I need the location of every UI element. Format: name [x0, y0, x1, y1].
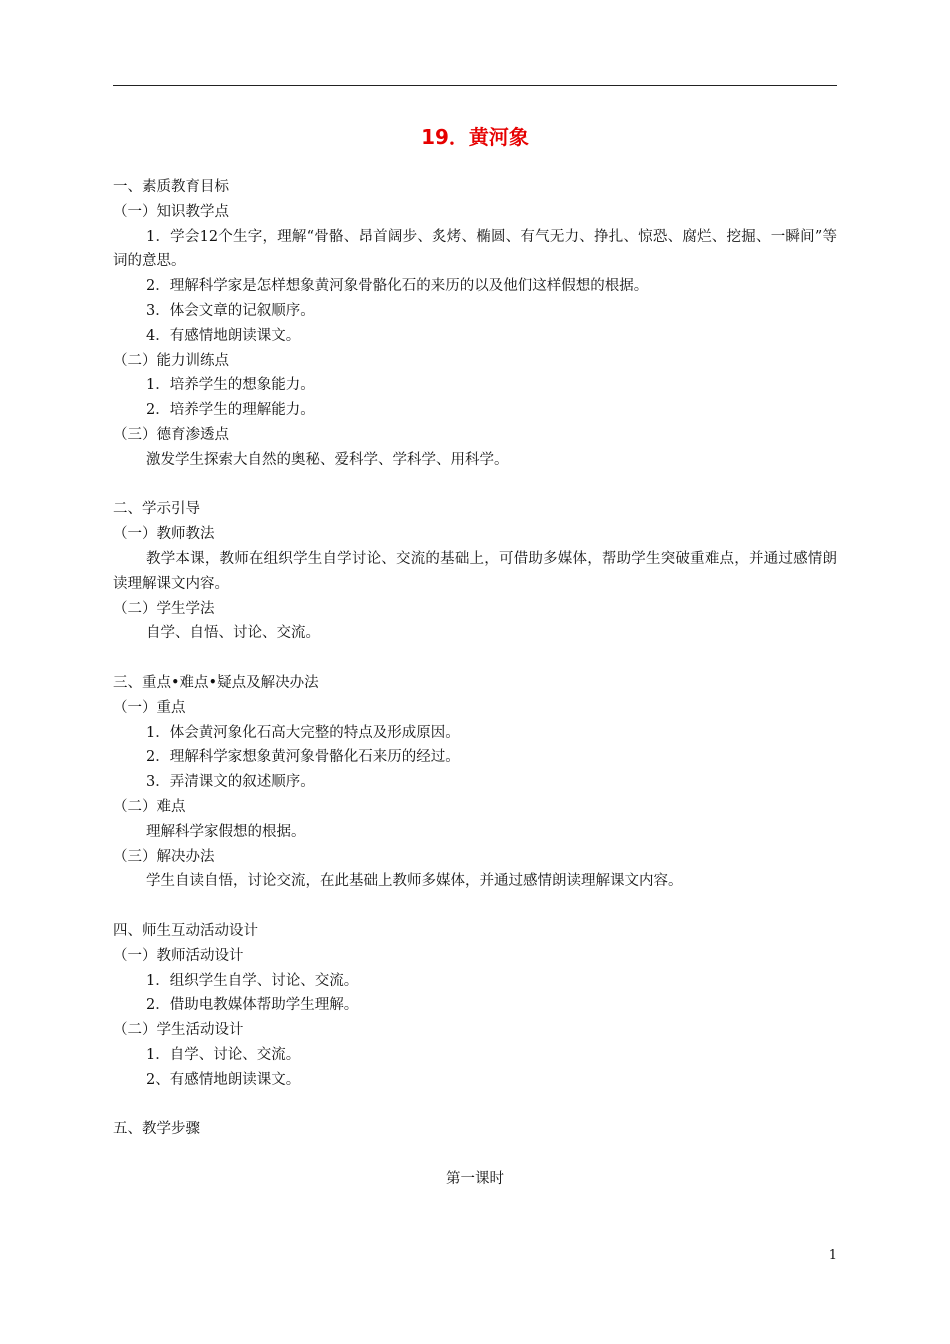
list-item: 2．借助电教媒体帮助学生理解。 [146, 997, 359, 1014]
subsection-heading: （一）知识教学点 [113, 203, 229, 220]
list-item: 1．培养学生的想象能力。 [146, 377, 315, 394]
subsection-heading: （一）重点 [113, 699, 186, 716]
list-item: 2．理解科学家想象黄河象骨骼化石来历的经过。 [146, 749, 460, 766]
page-number: 1 [828, 1248, 837, 1263]
list-item: 2．理解科学家是怎样想象黄河象骨骼化石的来历的以及他们这样假想的根据。 [146, 278, 649, 295]
list-item: 3．弄清课文的叙述顺序。 [146, 774, 315, 791]
list-item: 1．体会黄河象化石高大完整的特点及形成原因。 [146, 724, 460, 741]
section-heading: 三、重点•难点•疑点及解决办法 [113, 674, 319, 691]
section-heading: 一、素质教育目标 [113, 179, 229, 195]
document-title: 19．黄河象 [421, 125, 529, 149]
section-heading: 五、教学步骤 [113, 1121, 200, 1138]
paragraph: 教学本课，教师在组织学生自学讨论、交流的基础上，可借助多媒体，帮助学生突破重难点，并通过感情朗读理解课文内容。 [113, 550, 837, 592]
subsection-heading: （三）德育渗透点 [113, 426, 229, 443]
paragraph: 自学、自悟、讨论、交流。 [146, 625, 320, 642]
header-rule [113, 85, 837, 86]
lesson-title: 第一课时 [446, 1170, 504, 1187]
section-heading: 四、师生互动活动设计 [113, 922, 258, 939]
subsection-heading: （二）学生活动设计 [113, 1022, 244, 1039]
subsection-heading: （二）能力训练点 [113, 352, 229, 369]
subsection-heading: （一）教师教法 [113, 526, 215, 543]
list-item: 1．学会12个生字，理解“骨骼、昂首阔步、炙烤、椭圆、有气无力、挣扎、惊恐、腐烂、挖掘、一瞬间”等词的意思。 [113, 228, 837, 270]
list-item: 2．培养学生的理解能力。 [146, 402, 315, 419]
paragraph: 学生自读自悟，讨论交流，在此基础上教师多媒体，并通过感情朗读理解课文内容。 [146, 873, 683, 890]
paragraph: 理解科学家假想的根据。 [146, 823, 306, 840]
spacer [113, 894, 837, 919]
subsection-heading: （三）解决办法 [113, 848, 215, 865]
spacer [113, 1142, 837, 1167]
paragraph: 激发学生探索大自然的奥秘、爱科学、学科学、用科学。 [146, 451, 509, 468]
document-body [113, 175, 837, 1192]
subsection-heading: （一）教师活动设计 [113, 947, 244, 964]
spacer [113, 1092, 837, 1117]
subsection-heading: （二）学生学法 [113, 600, 215, 617]
list-item: 3．体会文章的记叙顺序。 [146, 302, 315, 319]
section-heading: 二、学示引导 [113, 501, 200, 518]
subsection-heading: （二）难点 [113, 798, 186, 815]
list-item: 4．有感情地朗读课文。 [146, 327, 301, 344]
list-item: 1．组织学生自学、讨论、交流。 [146, 972, 359, 989]
list-item: 2、有感情地朗读课文。 [146, 1071, 301, 1088]
spacer [113, 646, 837, 671]
list-item: 1．自学、讨论、交流。 [146, 1046, 301, 1063]
spacer [113, 473, 837, 498]
